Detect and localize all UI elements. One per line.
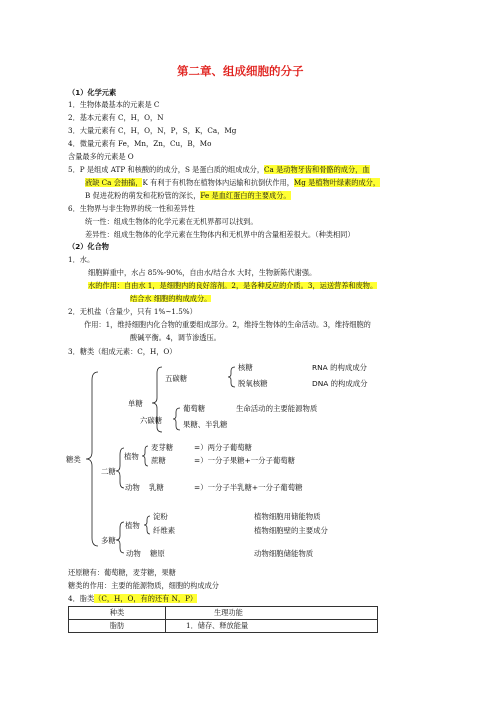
text-span: 5．P 是组成 ATP 和核酸的的成分，S 是蛋白质的组成成分， bbox=[68, 165, 265, 174]
text-line: 含量最多的元素是 O bbox=[68, 152, 134, 161]
table-cell: 脂肪 bbox=[69, 620, 166, 633]
text-span: 4．脂类 bbox=[68, 594, 95, 603]
highlight-span: （C，H，O，有的还有 N，P） bbox=[94, 594, 198, 603]
diagram-node: 葡萄糖 bbox=[183, 404, 206, 413]
text-line: 糖类的作用：主要的能源物质，细胞的构成成分 bbox=[68, 581, 219, 590]
diagram-node: 果糖、半乳糖 bbox=[183, 420, 228, 429]
diagram-desc: =）一分子果糖+一分子葡萄糖 bbox=[194, 456, 296, 465]
section-heading-compounds: （2）化合物 bbox=[68, 242, 109, 251]
text-line: 3．糖类（组成元素：C，H，O） bbox=[68, 347, 177, 356]
highlight-span: Fe 是血红蛋白的主要成分。 bbox=[200, 191, 291, 200]
text-line: 2．基本元素有 C，H，O，N bbox=[68, 113, 164, 122]
text-span: K 有利于有机物在植物体内运输和抗倒伏作用， bbox=[142, 178, 294, 187]
diagram-node: 乳糖 bbox=[149, 483, 164, 492]
text-line: 6．生物界与非生物界的统一性和差异性 bbox=[68, 204, 195, 213]
diagram-desc: 生命活动的主要能源物质 bbox=[236, 404, 318, 413]
highlight-line: 结合水 细胞的构成成分。 bbox=[130, 294, 212, 303]
page-title: 第二章、组成细胞的分子 bbox=[177, 64, 304, 78]
diagram-node: 麦芽糖 bbox=[151, 443, 174, 452]
text-line: 还原糖有：葡萄糖，麦芽糖，果糖 bbox=[68, 568, 176, 577]
diagram-node: 脱氧核糖 bbox=[238, 379, 268, 388]
text-line: 1．生物体最基本的元素是 C bbox=[68, 100, 160, 109]
diagram-node: 单糖 bbox=[128, 399, 143, 408]
table-header-row bbox=[69, 607, 378, 620]
diagram-node: 蔗糖 bbox=[151, 456, 166, 465]
highlight-line: 水的作用：自由水 1，是细胞内的良好溶剂。2，是各种反应的介质。3，运送营养和废物。 bbox=[88, 281, 378, 290]
diagram-desc: 动物细胞储能物质 bbox=[254, 549, 314, 558]
text-line: 差异性：组成生物体的化学元素在生物体内和无机界中的含量相差很大。（种类相同） bbox=[85, 230, 355, 239]
diagram-desc: RNA 的构成成分 bbox=[312, 363, 368, 372]
diagram-node: 五碳糖 bbox=[165, 374, 188, 383]
text-line: 1．水。 bbox=[68, 255, 95, 264]
diagram-root: 糖类 bbox=[66, 455, 81, 464]
text-line: 细胞鲜重中，水占 85%-90%，自由水/结合水 大时，生物新陈代谢强。 bbox=[88, 268, 317, 277]
section-heading-elements: （1）化学元素 bbox=[68, 88, 117, 97]
diagram-node: 动物 bbox=[126, 549, 141, 558]
diagram-desc: =）两分子葡萄糖 bbox=[194, 443, 252, 452]
text-line: 酸碱平衡。4，调节渗透压。 bbox=[130, 333, 221, 342]
highlight-span: 液缺 Ca 会抽搐， bbox=[85, 178, 143, 187]
diagram-node: 纤维素 bbox=[153, 526, 176, 535]
highlight-span: Ca 是动物牙齿和骨骼的成分，血 bbox=[264, 165, 370, 174]
table-header: 生理功能 bbox=[166, 607, 378, 620]
text-line: 统一性：组成生物体的化学元素在无机界都可以找到。 bbox=[85, 217, 258, 226]
diagram-node: 多糖 bbox=[101, 536, 116, 545]
diagram-node: 糖原 bbox=[150, 549, 165, 558]
highlight-span: Mg 是植物叶绿素的成分， bbox=[293, 178, 381, 187]
text-line bbox=[68, 595, 197, 602]
diagram-node: 六碳糖 bbox=[140, 416, 163, 425]
text-line: 3．大量元素有 C，H，O，N，P，S，K，Ca，Mg bbox=[68, 126, 237, 135]
diagram-desc: =）一分子半乳糖+一分子葡萄糖 bbox=[194, 483, 303, 492]
table-row bbox=[69, 620, 378, 633]
diagram-desc: DNA 的构成成分 bbox=[312, 379, 368, 388]
diagram-node: 核糖 bbox=[238, 363, 253, 372]
text-line: 2．无机盐（含量少，只有 1%~1.5%） bbox=[68, 307, 197, 316]
diagram-node: 二糖 bbox=[101, 467, 116, 476]
diagram-node: 植物 bbox=[124, 452, 139, 461]
text-line: 作用：1，维持细胞内化合物的重要组成部分。2，维持生物体的生命活动。3，维持细胞的 bbox=[84, 320, 371, 329]
diagram-node: 动物 bbox=[125, 483, 140, 492]
diagram-desc: 植物细胞用储能物质 bbox=[254, 512, 321, 521]
table-cell: 1．储存、释放能量 bbox=[166, 620, 378, 633]
diagram-node: 植物 bbox=[125, 521, 140, 530]
text-span: B 促进花粉的萌发和花粉管的深长， bbox=[85, 191, 201, 200]
diagram-desc: 植物细胞壁的主要成分 bbox=[254, 526, 328, 535]
lipid-table bbox=[68, 606, 378, 633]
table-header: 种类 bbox=[69, 607, 166, 620]
diagram-node: 淀粉 bbox=[153, 512, 168, 521]
text-line: 4．微量元素有 Fe，Mn，Zn，Cu，B，Mo bbox=[68, 139, 212, 148]
